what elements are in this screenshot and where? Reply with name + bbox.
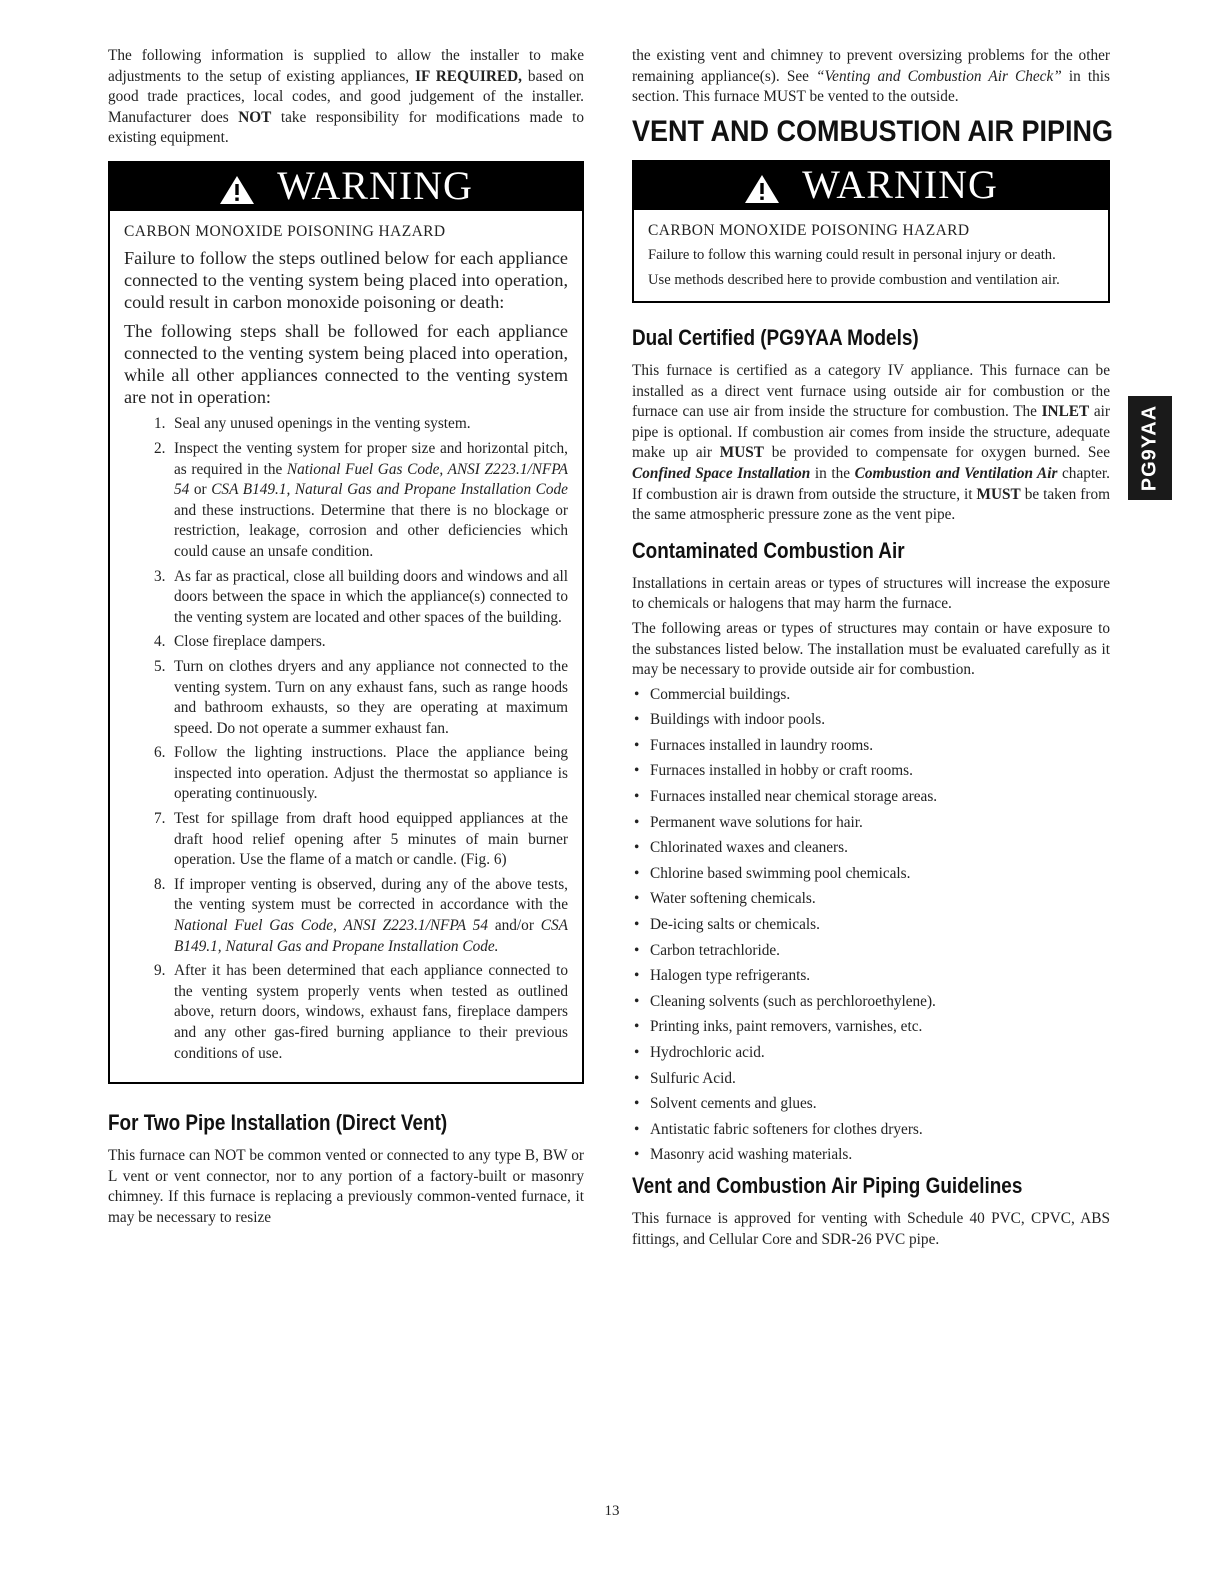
bullet-icon: • xyxy=(634,788,640,806)
step-item xyxy=(124,809,568,871)
contaminated-paragraph-2: The following areas or types of structures may contain or have exposure to the substances listed below. The installation must be evaluated carefully as it may be necessary to provide outside air for combustion. xyxy=(632,619,1110,679)
warning-box-right xyxy=(632,160,1110,303)
list-item xyxy=(632,1094,1110,1114)
contaminated-paragraph-1: Installations in certain areas or types of structures will increase the exposure to chemicals or halogens that may harm the furnace. xyxy=(632,574,1110,613)
text-run: or xyxy=(189,481,212,499)
contaminated-heading: Contaminated Combustion Air xyxy=(632,537,905,563)
page-number: 13 xyxy=(604,1503,620,1519)
step-number: 2. xyxy=(154,439,166,457)
list-item xyxy=(632,864,1110,884)
step-number: 1. xyxy=(154,415,166,433)
step-item xyxy=(124,875,568,957)
text-run: take responsibility for modifications made to existing equipment. xyxy=(108,108,584,147)
list-item xyxy=(632,966,1110,986)
text-run: If improper venting is observed, during any of the above tests, the venting system must be corrected in accordance with the xyxy=(174,875,568,914)
text-run: National Fuel Gas Code, ANSI Z223.1/NFPA 54 xyxy=(174,460,568,499)
warning-header-text: WARNING xyxy=(802,161,998,207)
step-item xyxy=(124,632,568,653)
warning-triangle-icon xyxy=(219,175,255,205)
list-item-text: Buildings with indoor pools. xyxy=(650,711,826,729)
list-item-text: Furnaces installed in laundry rooms. xyxy=(650,736,874,754)
text-run: Follow the lighting instructions. Place the appliance being inspected into operation. Adjust the thermostat so appliance is operating continuously. xyxy=(174,744,568,803)
text-run: The following information is supplied to allow the installer to make adjustments to the setup of existing appliances, xyxy=(108,47,584,85)
text-run: After it has been determined that each appliance connected to the venting system properly vents when tested as outlined above, return doors, windows, exhaust fans, fireplace dampers and any other gas-fired burning appliance to their previous conditions of use. xyxy=(174,962,568,1062)
step-number: 3. xyxy=(154,567,166,585)
list-item xyxy=(632,992,1110,1012)
text-run: NOT xyxy=(238,108,272,126)
warning-header-text: WARNING xyxy=(277,162,473,208)
list-item-text: Antistatic fabric softeners for clothes dryers. xyxy=(650,1120,923,1138)
list-item-text: Commercial buildings. xyxy=(650,685,791,703)
step-item xyxy=(124,961,568,1064)
list-item xyxy=(632,1145,1110,1165)
list-item-text: Permanent wave solutions for hair. xyxy=(650,813,863,831)
text-run: This furnace is certified as a category IV appliance. This furnace can be installed as a direct vent furnace using outside air for combustion or the furnace can use air from inside the structure for combustion. The xyxy=(632,361,1110,421)
list-item xyxy=(632,1120,1110,1140)
text-run: Close fireplace dampers. xyxy=(174,633,326,651)
text-run: and/or xyxy=(487,917,541,935)
bullet-icon: • xyxy=(634,839,640,857)
step-number: 8. xyxy=(154,875,166,893)
list-item-text: Printing inks, paint removers, varnishes, etc. xyxy=(650,1018,923,1036)
text-run: IF REQUIRED, xyxy=(415,67,522,85)
text-run: MUST xyxy=(976,485,1021,503)
bullet-icon: • xyxy=(634,736,640,754)
list-item-text: Sulfuric Acid. xyxy=(650,1069,736,1087)
dual-certified-paragraph xyxy=(632,361,1110,526)
step-item xyxy=(124,743,568,805)
step-number: 9. xyxy=(154,962,166,980)
text-run: CSA B149.1, Natural Gas and Propane Installation Code. xyxy=(174,917,568,955)
step-item xyxy=(124,439,568,563)
right-column xyxy=(632,46,1114,1251)
bullet-icon: • xyxy=(634,864,640,882)
list-item xyxy=(632,915,1110,935)
text-run: “Venting and Combustion Air Check” xyxy=(816,67,1062,85)
text-run: CSA B149.1, Natural Gas and Propane Installation Code xyxy=(211,481,568,499)
step-number: 6. xyxy=(154,744,166,762)
warning-paragraph-2: Use methods described here to provide combustion and ventilation air. xyxy=(648,272,1060,289)
bullet-icon: • xyxy=(634,941,640,959)
list-item xyxy=(632,787,1110,807)
list-item xyxy=(632,1017,1110,1037)
step-item xyxy=(124,657,568,739)
text-run: in the xyxy=(810,464,855,482)
text-run: Test for spillage from draft hood equipped appliances at the draft hood relief opening after 5 minutes of main burner operation. Use the flame of a match or candle. (Fig. 6) xyxy=(174,810,568,869)
step-number: 4. xyxy=(154,633,166,651)
continued-paragraph xyxy=(632,46,1110,108)
warning-paragraph-2: The following steps shall be followed for each appliance connected to the venting system being placed into operation, while all other appliances connected to the venting system are not in operation: xyxy=(124,320,568,408)
list-item xyxy=(632,1069,1110,1089)
warning-title: CARBON MONOXIDE POISONING HAZARD xyxy=(648,221,970,239)
bullet-icon: • xyxy=(634,1069,640,1087)
text-run: MUST xyxy=(719,444,764,462)
list-item-text: Carbon tetrachloride. xyxy=(650,941,780,959)
list-item xyxy=(632,941,1110,961)
warning-box-left xyxy=(108,161,584,1084)
list-item xyxy=(632,1043,1110,1063)
list-item xyxy=(632,685,1110,705)
list-item-text: Solvent cements and glues. xyxy=(650,1095,817,1113)
list-item-text: Chlorinated waxes and cleaners. xyxy=(650,839,848,857)
guidelines-paragraph: This furnace is approved for venting with Schedule 40 PVC, CPVC, ABS fittings, and Cellular Core and SDR-26 PVC pipe. xyxy=(632,1210,1110,1248)
text-run: the existing vent and chimney to prevent oversizing problems for the other remaining appliance(s). See xyxy=(632,47,1110,85)
text-run: INLET xyxy=(1041,403,1090,421)
list-item xyxy=(632,761,1110,781)
warning-header xyxy=(110,163,582,211)
list-item-text: Furnaces installed near chemical storage areas. xyxy=(650,788,938,806)
step-number: 7. xyxy=(154,810,166,828)
text-run: based on good trade practices, local codes, and good judgement of the installer. Manufacturer does xyxy=(108,67,584,126)
bullet-icon: • xyxy=(634,1120,640,1138)
bullet-icon: • xyxy=(634,967,640,985)
text-run: Combustion and Ventilation Air xyxy=(854,464,1058,482)
text-run: be provided to compensate for oxygen burned. See xyxy=(763,444,1110,462)
text-run: As far as practical, close all building doors and windows and all doors between the space in which the appliance(s) connected to the venting system are located and other spaces of the building. xyxy=(174,567,568,626)
left-column xyxy=(108,46,584,1229)
bullet-icon: • xyxy=(634,1018,640,1036)
list-item xyxy=(632,736,1110,756)
warning-paragraph-1: Failure to follow the steps outlined below for each appliance connected to the venting system being placed into operation, could result in carbon monoxide poisoning or death: xyxy=(124,247,568,313)
list-item xyxy=(632,813,1110,833)
bullet-icon: • xyxy=(634,1146,640,1164)
bullet-icon: • xyxy=(634,992,640,1010)
list-item-text: Furnaces installed in hobby or craft rooms. xyxy=(650,762,913,780)
two-pipe-paragraph: This furnace can NOT be common vented or connected to any type B, BW or L vent or vent connector, nor to any portion of a factory-built or masonry chimney. If this furnace is replacing a previously common-vented furnace, it may be necessary to resize xyxy=(108,1147,584,1226)
step-item xyxy=(124,567,568,629)
bullet-icon: • xyxy=(634,685,640,703)
section-tab xyxy=(1128,396,1172,500)
bullet-icon: • xyxy=(634,1095,640,1113)
bullet-icon: • xyxy=(634,762,640,780)
two-pipe-heading: For Two Pipe Installation (Direct Vent) xyxy=(108,1110,448,1136)
text-run: and these instructions. Determine that there is no blockage or restriction, leakage, corrosion and other deficiencies which could cause an unsafe condition. xyxy=(174,501,568,560)
warning-paragraph-1: Failure to follow this warning could result in personal injury or death. xyxy=(648,246,1056,263)
list-item-text: Hydrochloric acid. xyxy=(650,1044,765,1061)
dual-certified-heading: Dual Certified (PG9YAA Models) xyxy=(632,324,919,350)
intro-paragraph xyxy=(108,46,584,149)
list-item xyxy=(632,838,1110,858)
bullet-icon: • xyxy=(634,890,640,908)
text-run: in this section. This furnace MUST be vented to the outside. xyxy=(632,67,1110,106)
list-item xyxy=(632,889,1110,909)
list-item-text: Water softening chemicals. xyxy=(650,890,816,908)
text-run: Turn on clothes dryers and any appliance not connected to the venting system. Turn on any exhaust fans, such as range hoods and bathroom exhausts, so they are operating at maximum speed. Do not operate a summer exhaust fan. xyxy=(174,657,568,737)
steps-list xyxy=(124,414,568,1064)
text-run: Seal any unused openings in the venting system. xyxy=(174,415,471,433)
text-run: Inspect the venting system for proper size and horizontal pitch, as required in the xyxy=(174,439,568,478)
bullet-icon: • xyxy=(634,813,640,831)
main-heading: VENT AND COMBUSTION AIR PIPING xyxy=(632,114,1114,148)
text-run: Confined Space Installation xyxy=(632,464,811,482)
list-item-text: Halogen type refrigerants. xyxy=(650,967,811,985)
text-run: chapter. If combustion air is drawn from outside the structure, it xyxy=(632,464,1110,503)
list-item-text: De-icing salts or chemicals. xyxy=(650,916,820,934)
section-tab-label: PG9YAA xyxy=(1138,404,1161,492)
bullet-icon: • xyxy=(634,916,640,934)
list-item xyxy=(632,710,1110,730)
list-item-text: Masonry acid washing materials. xyxy=(650,1146,853,1164)
step-item xyxy=(124,414,568,435)
step-number: 5. xyxy=(154,657,166,675)
text-run: National Fuel Gas Code, ANSI Z223.1/NFPA 54 xyxy=(174,917,488,935)
contaminants-list xyxy=(632,685,1110,1166)
list-item-text: Chlorine based swimming pool chemicals. xyxy=(650,864,911,882)
warning-header xyxy=(634,162,1108,210)
text-run: be taken from the same atmospheric pressure zone as the vent pipe. xyxy=(632,485,1110,524)
warning-title: CARBON MONOXIDE POISONING HAZARD xyxy=(124,222,446,240)
text-run: air pipe is optional. If combustion air comes from inside the structure, adequate make up air xyxy=(632,403,1110,462)
bullet-icon: • xyxy=(634,1044,640,1061)
guidelines-heading: Vent and Combustion Air Piping Guidelines xyxy=(632,1173,1023,1199)
warning-triangle-icon xyxy=(744,174,780,204)
bullet-icon: • xyxy=(634,711,640,729)
list-item-text: Cleaning solvents (such as perchloroethylene). xyxy=(650,992,936,1010)
